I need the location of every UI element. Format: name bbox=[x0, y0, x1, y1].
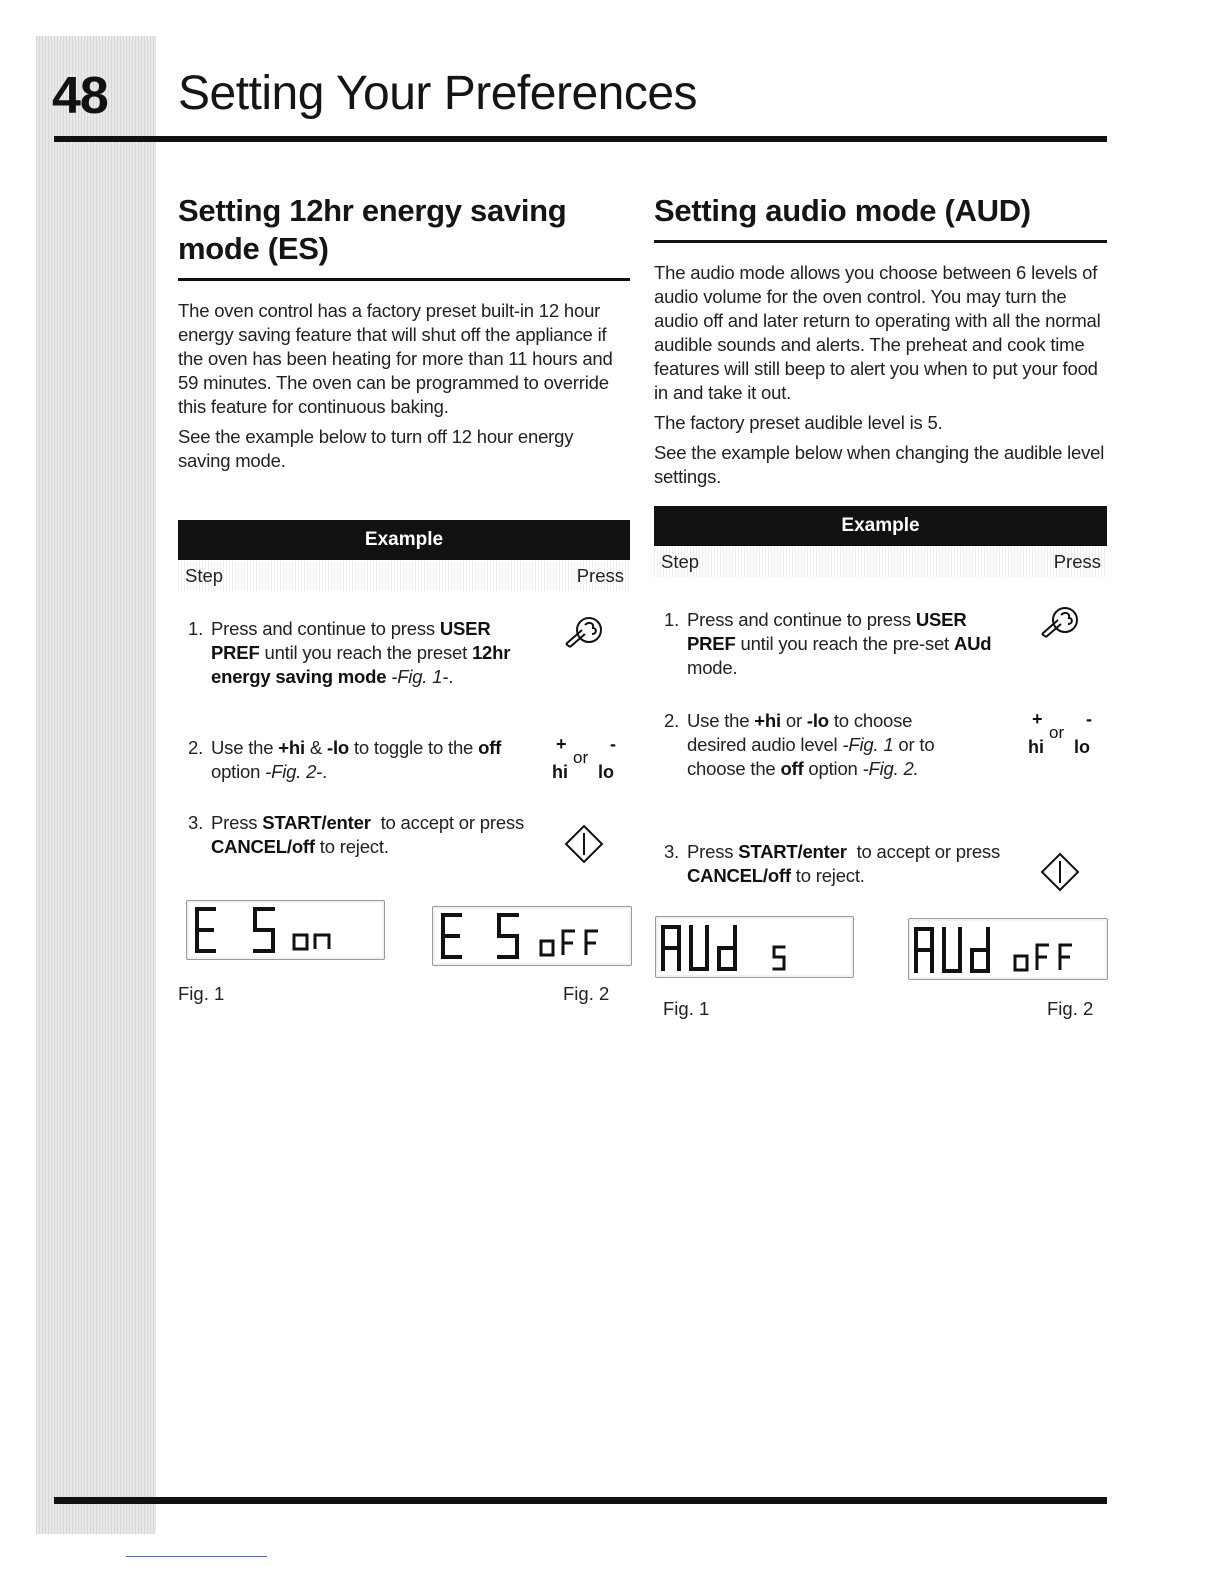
left-press-column-label: Press bbox=[576, 565, 624, 586]
step-text: Press and continue to press USER PREF until you reach the preset 12hr energy saving mode -Fig. 1-. bbox=[211, 618, 511, 687]
left-display-fig1 bbox=[186, 900, 385, 960]
right-fig2-label: Fig. 2 bbox=[1047, 998, 1094, 1019]
page-title: Setting Your Preferences bbox=[178, 67, 698, 120]
plus-sign: + bbox=[1032, 709, 1043, 729]
audio-mode-section bbox=[654, 192, 1107, 489]
wrench-icon bbox=[562, 614, 606, 655]
lo-key-label: lo bbox=[1074, 737, 1090, 757]
step-text: Use the +hi or -lo to choose desired audio level -Fig. 1 or to choose the off option -Fig. 2. bbox=[687, 710, 935, 779]
hi-key-label: hi bbox=[1028, 737, 1044, 757]
right-step-2 bbox=[664, 709, 1024, 809]
step-text: Press and continue to press USER PREF until you reach the pre-set AUd mode. bbox=[687, 609, 992, 678]
right-hi-or-lo-keys bbox=[1028, 709, 1098, 765]
right-step-3 bbox=[664, 840, 1024, 890]
hi-key-label: hi bbox=[552, 762, 568, 782]
page-number: 48 bbox=[52, 67, 108, 125]
audio-mode-see-example: See the example below when changing the audible level settings. bbox=[654, 442, 1105, 487]
minus-sign: - bbox=[610, 734, 616, 754]
start-enter-icon bbox=[1040, 852, 1080, 897]
energy-saving-section bbox=[178, 192, 630, 473]
footer-link-line bbox=[126, 1556, 267, 1557]
step-text: Use the +hi & -lo to toggle to the off option -Fig. 2-. bbox=[211, 737, 502, 782]
bottom-rule bbox=[54, 1497, 1107, 1504]
lcd-digits bbox=[656, 917, 853, 977]
step-text: Press START/enter to accept or press CANCEL/off to reject. bbox=[687, 841, 1001, 886]
right-display-fig2 bbox=[908, 918, 1108, 980]
left-step-2 bbox=[188, 736, 548, 786]
plus-sign: + bbox=[556, 734, 567, 754]
step-number: 2. bbox=[664, 710, 680, 731]
audio-mode-heading: Setting audio mode (AUD) bbox=[654, 192, 1107, 243]
wrench-icon bbox=[1038, 604, 1082, 645]
or-label: or bbox=[1049, 723, 1065, 742]
step-number: 3. bbox=[664, 841, 680, 862]
step-text: Press START/enter to accept or press CANCEL/off to reject. bbox=[211, 812, 525, 857]
right-step-column-label: Step bbox=[661, 551, 700, 572]
left-example-bar: Example bbox=[178, 520, 630, 560]
left-step-column-label: Step bbox=[185, 565, 224, 586]
or-label: or bbox=[573, 748, 589, 767]
energy-saving-heading: Setting 12hr energy saving mode (ES) bbox=[178, 192, 630, 281]
left-fig1-label: Fig. 1 bbox=[178, 983, 225, 1004]
audio-mode-preset: The factory preset audible level is 5. bbox=[654, 412, 943, 433]
step-number: 3. bbox=[188, 812, 204, 833]
energy-saving-intro: The oven control has a factory preset built-in 12 hour energy saving feature that will shut off the appliance if the oven has been heating for more than 11 hours and 59 minutes. The oven can be programmed to override this feature for continuous baking. bbox=[178, 300, 613, 417]
right-fig1-label: Fig. 1 bbox=[663, 998, 710, 1019]
step-number: 1. bbox=[664, 609, 680, 630]
top-rule bbox=[54, 136, 1107, 142]
left-step-3 bbox=[188, 811, 548, 861]
minus-sign: - bbox=[1086, 709, 1092, 729]
step-number: 2. bbox=[188, 737, 204, 758]
left-hi-or-lo-keys bbox=[552, 734, 622, 790]
right-press-column-label: Press bbox=[1053, 551, 1101, 572]
right-display-fig1 bbox=[655, 916, 854, 978]
left-display-fig2 bbox=[432, 906, 632, 966]
start-enter-icon bbox=[564, 824, 604, 869]
left-fig2-label: Fig. 2 bbox=[563, 983, 610, 1004]
right-step-1 bbox=[664, 608, 1024, 684]
step-number: 1. bbox=[188, 618, 204, 639]
energy-saving-see-example: See the example below to turn off 12 hour energy saving mode. bbox=[178, 426, 574, 471]
audio-mode-intro: The audio mode allows you choose between 6 levels of audio volume for the oven control. You may turn the audio off and later return to operating with all the normal audible sounds and alerts. The preheat and cook time features will still beep to alert you when to put your food in and take it out. bbox=[654, 262, 1101, 403]
right-step-header bbox=[654, 547, 1107, 577]
left-step-1 bbox=[188, 617, 568, 717]
side-stripe bbox=[36, 36, 156, 1534]
left-step-header bbox=[178, 561, 630, 591]
lcd-digits bbox=[909, 919, 1107, 979]
right-example-bar: Example bbox=[654, 506, 1107, 546]
lcd-digits bbox=[187, 901, 384, 959]
lo-key-label: lo bbox=[598, 762, 614, 782]
lcd-digits bbox=[433, 907, 631, 965]
